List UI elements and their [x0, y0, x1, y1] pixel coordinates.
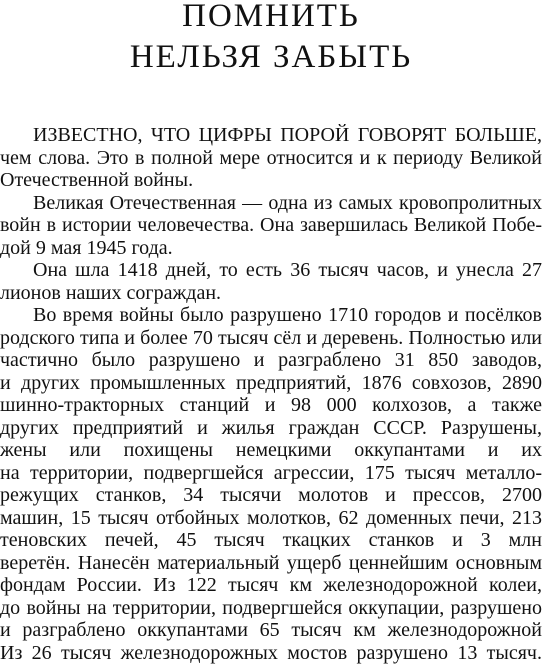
text-line: фондам России. Из 122 тысяч км железнодорожной колеи,	[0, 574, 542, 597]
text-line: и разграблено оккупантами 65 тысяч км железнодорожной	[0, 619, 542, 642]
text-line: теновских печей, 45 тысяч ткацких станков и 3 млн	[0, 529, 542, 552]
paragraph	[0, 259, 542, 304]
paragraph	[0, 304, 542, 664]
text-line: чем слова. Это в полной мере относится и к периоду Великой	[0, 147, 542, 170]
paragraph	[0, 192, 542, 260]
text-line: дой 9 мая 1945 года.	[0, 237, 542, 260]
text-line: Отечественной войны.	[0, 169, 542, 192]
text-line: Она шла 1418 дней, то есть 36 тысяч часов, и унесла 27	[0, 259, 542, 282]
text-line: Великая Отечественная — одна из самых кровопролитных	[0, 192, 542, 215]
text-line: на территории, подвергшейся агрессии, 175 тысяч металло-	[0, 462, 542, 485]
body-text	[0, 124, 542, 664]
text-line: шинно-тракторных станций и 98 000 колхозов, а также	[0, 394, 542, 417]
text-line: войн в истории человечества. Она завершилась Великой Побе-	[0, 214, 542, 237]
text-line: до войны на территории, подвергшейся оккупации, разрушено	[0, 597, 542, 620]
chapter-title-line-1: ПОМНИТЬ	[0, 0, 542, 36]
text-line: родского типа и более 70 тысяч сёл и деревень. Полностью или	[0, 327, 542, 350]
chapter-title-line-2: НЕЛЬЗЯ ЗАБЫТЬ	[0, 37, 542, 77]
text-line: других предприятий и жилья граждан СССР. Разрушены,	[0, 417, 542, 440]
text-line: машин, 15 тысяч отбойных молотков, 62 доменных печи, 213	[0, 507, 542, 530]
text-line: Из 26 тысяч железнодорожных мостов разрушено 13 тысяч.	[0, 642, 542, 664]
text-line: Во время войны было разрушено 1710 городов и посёлков	[0, 304, 542, 327]
text-line: жены или похищены немецкими оккупантами и их	[0, 439, 542, 462]
text-line: режущих станков, 34 тысячи молотов и прессов, 2700	[0, 484, 542, 507]
paragraph	[0, 124, 542, 192]
text-line: частично было разрушено и разграблено 31 850 заводов,	[0, 349, 542, 372]
text-line: лионов наших сограждан.	[0, 282, 542, 305]
text-line: веретён. Нанесён материальный ущерб ценнейшим основным	[0, 552, 542, 575]
text-line: ИЗВЕСТНО, ЧТО ЦИФРЫ ПОРОЙ ГОВОРЯТ БОЛЬШЕ,	[0, 124, 542, 147]
text-line: и других промышленных предприятий, 1876 совхозов, 2890	[0, 372, 542, 395]
